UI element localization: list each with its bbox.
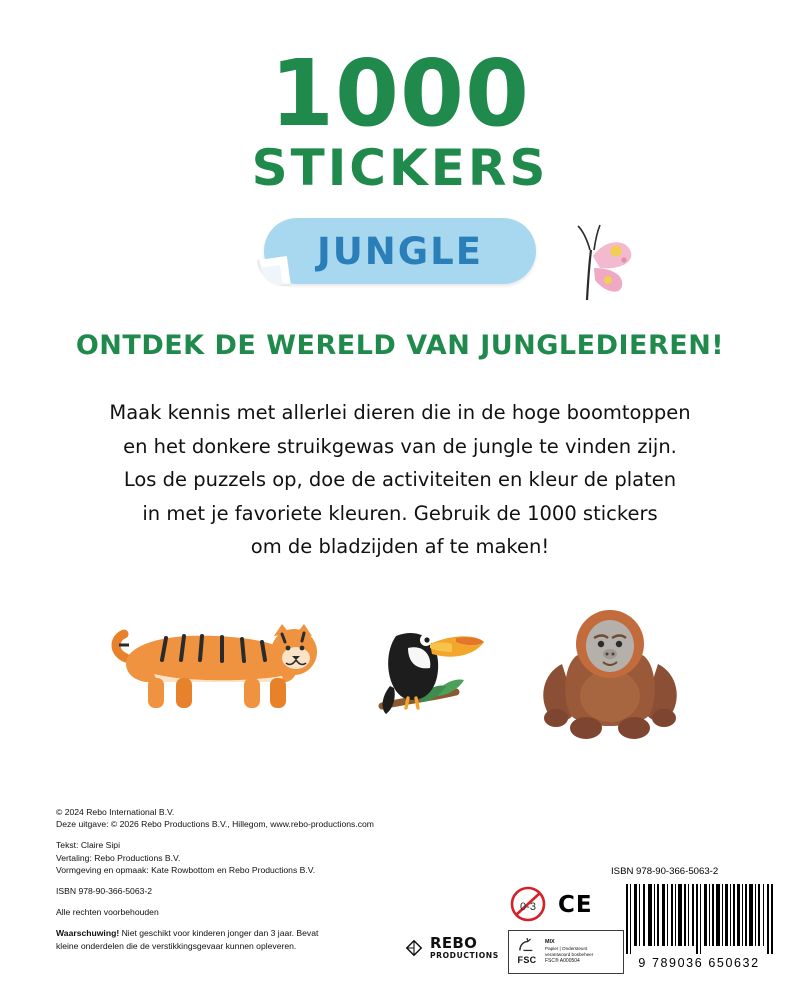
description-paragraph: [96, 396, 704, 564]
copyright-line-2: Deze uitgave: © 2026 Rebo Productions B.V., Hillegom, www.rebo-productions.com: [56, 819, 374, 830]
description-line-4: in met je favoriete kleuren. Gebruik de 1000 stickers: [142, 501, 658, 525]
rebo-glyph-icon: [404, 938, 424, 958]
credit-design: Vormgeving en opmaak: Kate Rowbottom en Rebo Productions B.V.: [56, 864, 316, 875]
badge-label: JUNGLE: [317, 229, 483, 273]
description-line-1: Maak kennis met allerlei dieren die in de hoge boomtoppen: [109, 401, 691, 424]
rights-block: [56, 906, 526, 918]
publisher-subtitle: PRODUCTIONS: [430, 950, 499, 960]
warning-rest: Niet geschikt voor kinderen jonger dan 3 jaar. Bevat: [119, 928, 319, 939]
isbn-line: ISBN 978-90-366-5063-2: [56, 886, 153, 897]
title-number: 1000: [269, 40, 531, 147]
footer-text: [56, 806, 526, 952]
title-block: [0, 40, 800, 197]
ce-mark: CE: [558, 892, 593, 918]
subtitle: ONTDEK DE WERELD VAN JUNGLEDIEREN!: [75, 330, 725, 361]
rights-line: Alle rechten voorbehouden: [56, 907, 159, 918]
publisher-logo: [404, 936, 499, 960]
animal-illustrations: [0, 600, 800, 770]
description-line-5: om de bladzijden af te maken!: [250, 535, 550, 559]
copyright-block: [56, 806, 526, 830]
credit-text: Tekst: Claire Sipi: [56, 840, 120, 851]
barcode-number: 9 789036 650632: [638, 956, 760, 970]
credits-block: [56, 839, 526, 876]
orangutan-illustration: [520, 600, 700, 755]
fsc-code: FSC® A000504: [545, 958, 580, 965]
fsc-logo-label: FSC: [517, 955, 537, 966]
barcode: [626, 884, 774, 954]
copyright-line-1: © 2024 Rebo International B.V.: [56, 807, 175, 817]
warning-title: Waarschuwing!: [56, 928, 120, 939]
sticker-peel-corner: [257, 256, 291, 290]
isbn-block: [56, 885, 526, 897]
fsc-line-1: Papier | Ondersteunt: [545, 946, 588, 952]
description-line-2: en het donkere struikgewas van de jungle te vinden zijn.: [123, 434, 677, 458]
svg-text:0-3: 0-3: [520, 901, 536, 913]
jungle-badge: [264, 218, 536, 284]
fsc-logo: [512, 938, 542, 966]
description-line-3: Los de puzzels op, doe de activiteiten en kleur de platen: [123, 468, 677, 492]
warning-line-2: kleine onderdelen die de verstikkingsgevaar kunnen opleveren.: [56, 940, 297, 951]
credit-translation: Vertaling: Rebo Productions B.V.: [56, 852, 181, 863]
toucan-illustration: [360, 600, 490, 745]
fsc-line-2: verantwoord bosbeheer: [545, 951, 594, 957]
title-stickers: STICKERS: [251, 138, 549, 197]
tiger-illustration: [106, 600, 326, 725]
publisher-name: REBO: [430, 934, 478, 952]
butterfly-illustration: [560, 216, 644, 310]
fsc-mix: MIX: [545, 939, 555, 946]
isbn-label: ISBN 978-90-366-5063-2: [611, 866, 719, 877]
